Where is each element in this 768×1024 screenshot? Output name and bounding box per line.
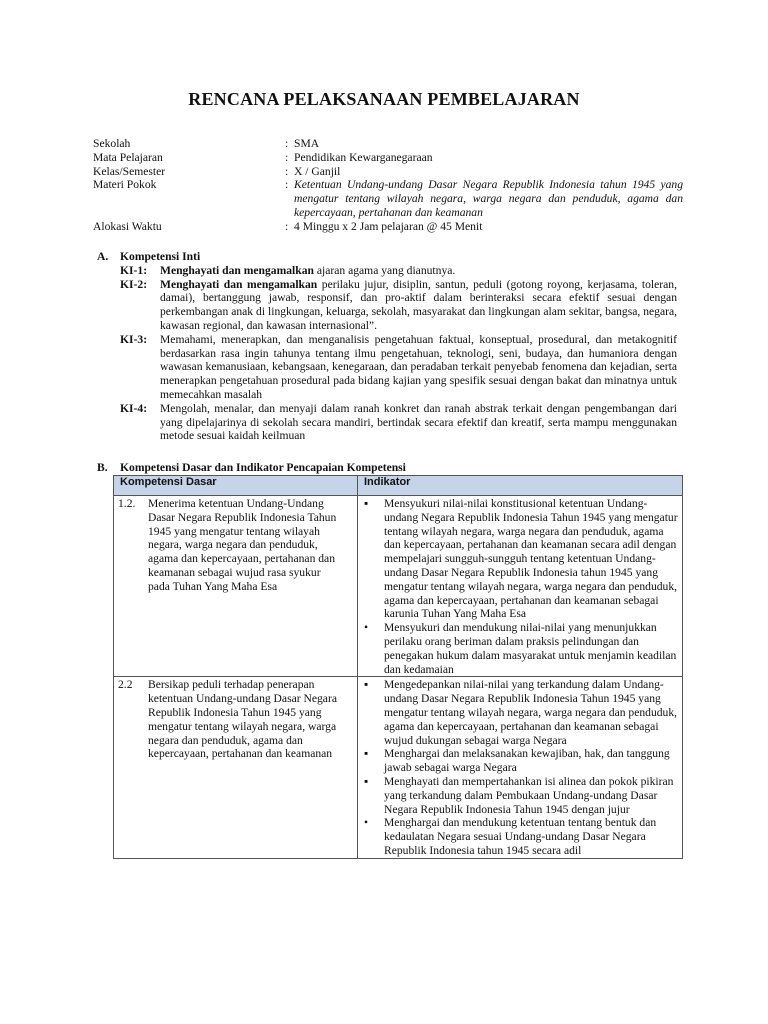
- indicator-item: [362, 816, 678, 857]
- indicator-text: Menghargai dan melaksanakan kewajiban, hak, dan tanggung jawab sebagai warga Negara: [384, 747, 670, 775]
- indicator-text: Menghargai dan mendukung ketentuan tentang bentuk dan kedaulatan Negara sesuai Undang-undang Dasar Negara Republik Indonesia tahun 1945 secara adil: [384, 816, 657, 857]
- section-letter: B.: [97, 461, 108, 474]
- meta-colon: :: [285, 150, 289, 164]
- meta-value: X / Ganjil: [294, 164, 341, 178]
- indicator-item: [362, 678, 678, 747]
- indicator-item: [362, 621, 678, 676]
- meta-value: Pendidikan Kewarganegaraan: [294, 150, 433, 164]
- section-core-competence: [97, 250, 677, 443]
- indicator-item: [362, 497, 678, 621]
- meta-label: Mata Pelajaran: [93, 150, 163, 164]
- column-header: Indikator: [358, 476, 683, 496]
- meta-label: Kelas/Semester: [93, 164, 166, 178]
- indicator-text: Menghayati dan mempertahankan isi alinea dan pokok pikiran yang terkandung dalam Pembukaan Undang-undang Dasar Negara Republik Indonesia Tahun 1945 dengan jujur: [384, 774, 674, 816]
- table-header-row: [114, 476, 683, 496]
- ki-item: [120, 264, 677, 278]
- meta-value: SMA: [294, 137, 320, 150]
- meta-colon: :: [285, 219, 289, 233]
- ki-text: [160, 264, 677, 278]
- meta-colon: :: [285, 137, 289, 150]
- ki-label: KI-1:: [120, 263, 148, 277]
- round-bullet-icon: •: [364, 621, 369, 635]
- section-letter: A.: [97, 250, 109, 263]
- square-bullet-icon: ▪: [364, 497, 369, 510]
- section-heading: [97, 250, 677, 264]
- meta-row-subject: [93, 151, 683, 165]
- meta-label: Sekolah: [93, 137, 131, 150]
- indicator-cell: [358, 677, 683, 858]
- ki-item: [120, 278, 677, 333]
- square-bullet-icon: ▪: [364, 747, 369, 761]
- competence-table: [113, 475, 683, 859]
- indicator-text: Mengedepankan nilai-nilai yang terkandung dalam Undang-undang Dasar Negara Republik Indonesia Tahun 1945 yang mengatur tentang wilayah negara, warga negara dan penduduk, agama dan kepercayaan, pertahanan dan keamanan sebagai wujud dukungan sebagai warga Negara: [384, 678, 678, 747]
- meta-label: Alokasi Waktu: [93, 219, 162, 233]
- ki-text: [160, 402, 677, 443]
- indicator-cell: [358, 496, 683, 677]
- table-row: [114, 496, 683, 677]
- ki-label: KI-4:: [120, 401, 148, 415]
- section-heading: [97, 461, 682, 475]
- kd-number: 2.2: [118, 678, 133, 692]
- meta-colon: :: [285, 178, 289, 192]
- indicator-list: [362, 497, 678, 676]
- indicator-item: [362, 775, 678, 816]
- ki-body: Mengolah, menalar, dan menyaji dalam ranah konkret dan ranah abstrak terkait dengan pengembangan dari yang dipelajarinya di sekolah secara mandiri, bertindak secara efektif dan kreatif, serta mampu menggunakan metode sesuai kaidah keilmuan: [160, 401, 677, 443]
- ki-text: [160, 278, 677, 333]
- column-header: Kompetensi Dasar: [114, 476, 358, 496]
- ki-text: [160, 333, 677, 402]
- ki-body: perilaku jujur, disiplin, santun, peduli (gotong royong, kerjasama, toleran, damai), bertanggung jawab, responsif, dan pro-aktif dalam berinteraksi secara efektif sesuai dengan perkembangan anak di lingkungan, keluarga, sekolah, masyarakat dan lingkungan alam sekitar, bangsa, negara, kawasan regional, dan kawasan internasional”.: [160, 277, 677, 332]
- square-bullet-icon: ▪: [364, 678, 369, 692]
- section-basic-competence: [97, 461, 682, 475]
- meta-colon: :: [285, 164, 289, 178]
- kd-cell: [114, 677, 358, 858]
- indicator-text: Mensyukuri nilai-nilai konstitusional ketentuan Undang-undang Negara Republik Indonesia Tahun 1945 yang mengatur tentang wilayah negara, warga negara dan penduduk, agama dan kepercayaan, pertahanan dan keamanan secara adil dengan mempelajari sungguh-sungguh tentang ketentuan Undang-undang Dasar Negara Republik Indonesia tahun 1945 yang mengatur tentang wilayah negara, warga negara dan penduduk, agama dan kepercayaan, pertahanan dan keamanan sebagai karunia Tuhan Yang Maha Esa: [384, 497, 678, 621]
- section-title: Kompetensi Inti: [120, 250, 201, 263]
- ki-item: [120, 333, 677, 402]
- meta-row-time: [93, 220, 683, 234]
- meta-value: 4 Minggu x 2 Jam pelajaran @ 45 Menit: [294, 219, 483, 233]
- ki-label: KI-2:: [120, 277, 148, 291]
- ki-bold: Menghayati dan mengamalkan: [160, 277, 318, 291]
- meta-row-school: [93, 137, 683, 151]
- ki-body: Memahami, menerapkan, dan menganalisis pengetahuan faktual, konseptual, prosedural, dan metakognitif berdasarkan rasa ingin tahunya tentang ilmu pengetahuan, teknologi, seni, budaya, dan humaniora dengan wawasan kemanusiaan, kebangsaan, kenegaraan, dan peradaban terkait penyebab fenomena dan kejadian, serta menerapkan pengetahuan prosedural pada bidang kajian yang spesifik sesuai dengan bakat dan minatnya untuk memecahkan masalah: [160, 332, 677, 401]
- meta-value: Ketentuan Undang-undang Dasar Negara Republik Indonesia tahun 1945 yang mengatur tentang wilayah negara, warga negara dan penduduk, agama dan kepercayaan, pertahanan dan keamanan: [294, 178, 683, 219]
- meta-row-class: [93, 165, 683, 179]
- meta-row-topic: [93, 178, 683, 219]
- indicator-list: [362, 678, 678, 857]
- ki-bold: Menghayati dan mengamalkan: [160, 263, 314, 277]
- square-bullet-icon: ▪: [364, 774, 369, 788]
- meta-label: Materi Pokok: [93, 178, 157, 192]
- document-title: RENCANA PELAKSANAAN PEMBELAJARAN: [188, 89, 580, 109]
- round-bullet-icon: •: [364, 816, 369, 830]
- kd-text: Bersikap peduli terhadap penerapan ketentuan Undang-undang Dasar Negara Republik Indonesia Tahun 1945 yang mengatur tentang wilayah negara, warga negara dan penduduk, agama dan kepercayaan, pertahanan dan keamanan: [148, 678, 337, 761]
- indicator-item: [362, 747, 678, 775]
- section-title: Kompetensi Dasar dan Indikator Pencapaian Kompetensi: [120, 461, 406, 474]
- ki-label: KI-3:: [120, 332, 148, 346]
- ki-body: ajaran agama yang dianutnya.: [313, 263, 456, 277]
- identity-block: [93, 137, 683, 234]
- indicator-text: Mensyukuri dan mendukung nilai-nilai yang menunjukkan perilaku orang beriman dalam praksis pelindungan dan penegakan hukum dalam masyarakat untuk menjamin keadilan dan kedamaian: [384, 621, 677, 676]
- ki-item: [120, 402, 677, 443]
- table-row: [114, 677, 683, 858]
- kd-number: 1.2.: [118, 497, 136, 510]
- kd-text: Menerima ketentuan Undang-Undang Dasar Negara Republik Indonesia Tahun 1945 yang mengatur tentang wilayah negara, warga negara dan penduduk, agama dan kepercayaan, pertahanan dan keamanan sebagai wujud rasa syukur pada Tuhan Yang Maha Esa: [148, 497, 337, 593]
- kd-cell: [114, 496, 358, 677]
